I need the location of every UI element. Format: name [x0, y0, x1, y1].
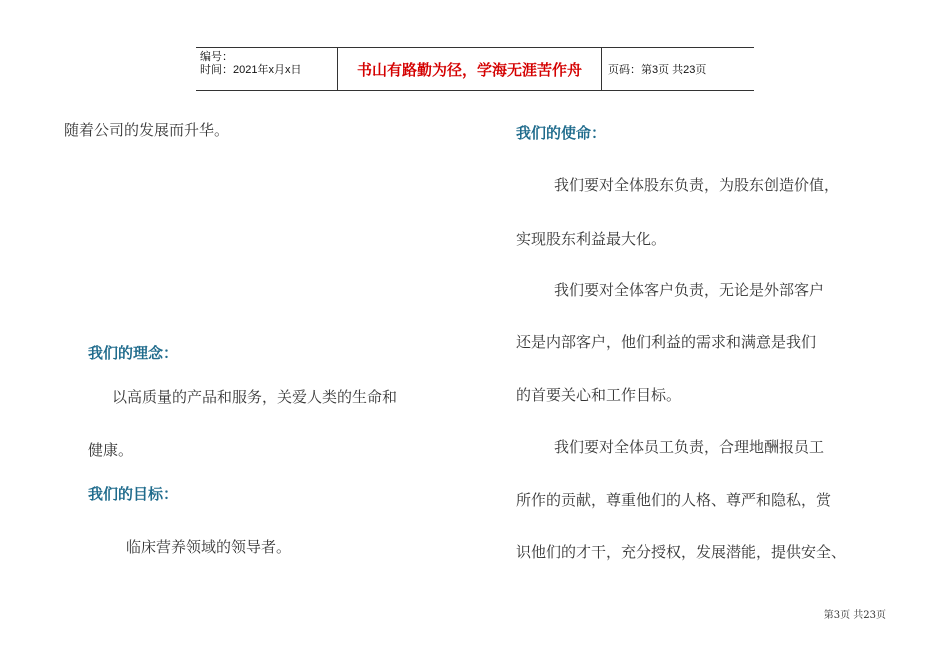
mission-p3-line-2: 所作的贡献，尊重他们的人格、尊严和隐私，赏	[516, 491, 832, 509]
mission-p3-line-3: 识他们的才干，充分授权，发展潜能，提供安全、	[516, 543, 847, 561]
page-header	[196, 47, 754, 91]
header-motto: 书山有路勤为径，学海无涯苦作舟	[338, 48, 602, 90]
philosophy-line-1: 以高质量的产品和服务，关爱人类的生命和	[112, 388, 398, 406]
footer-page-number: 第3页 共23页	[823, 610, 886, 621]
goal-heading: 我们的目标：	[88, 485, 179, 503]
philosophy-heading: 我们的理念：	[88, 344, 179, 362]
mission-p2-line-2: 还是内部客户，他们利益的需求和满意是我们	[516, 333, 817, 351]
philosophy-line-2: 健康。	[88, 441, 134, 459]
header-page-label: 页码：第3页 共23页	[608, 64, 707, 76]
mission-p1-line-2: 实现股东利益最大化。	[516, 230, 667, 248]
mission-heading: 我们的使命：	[516, 124, 607, 142]
time-label: 时间：2021年x月x日	[200, 64, 302, 76]
goal-text: 临床营养领域的领导者。	[126, 538, 292, 556]
mission-p2-line-1: 我们要对全体客户负责，无论是外部客户	[554, 281, 825, 299]
header-meta-cell	[196, 48, 338, 90]
number-label: 编号：	[200, 51, 233, 63]
mission-p3-line-1: 我们要对全体员工负责，合理地酬报员工	[554, 438, 825, 456]
mission-p2-line-3: 的首要关心和工作目标。	[516, 386, 682, 404]
left-continuation-text: 随着公司的发展而升华。	[64, 121, 230, 139]
mission-p1-line-1: 我们要对全体股东负责，为股东创造价值，	[554, 176, 840, 194]
